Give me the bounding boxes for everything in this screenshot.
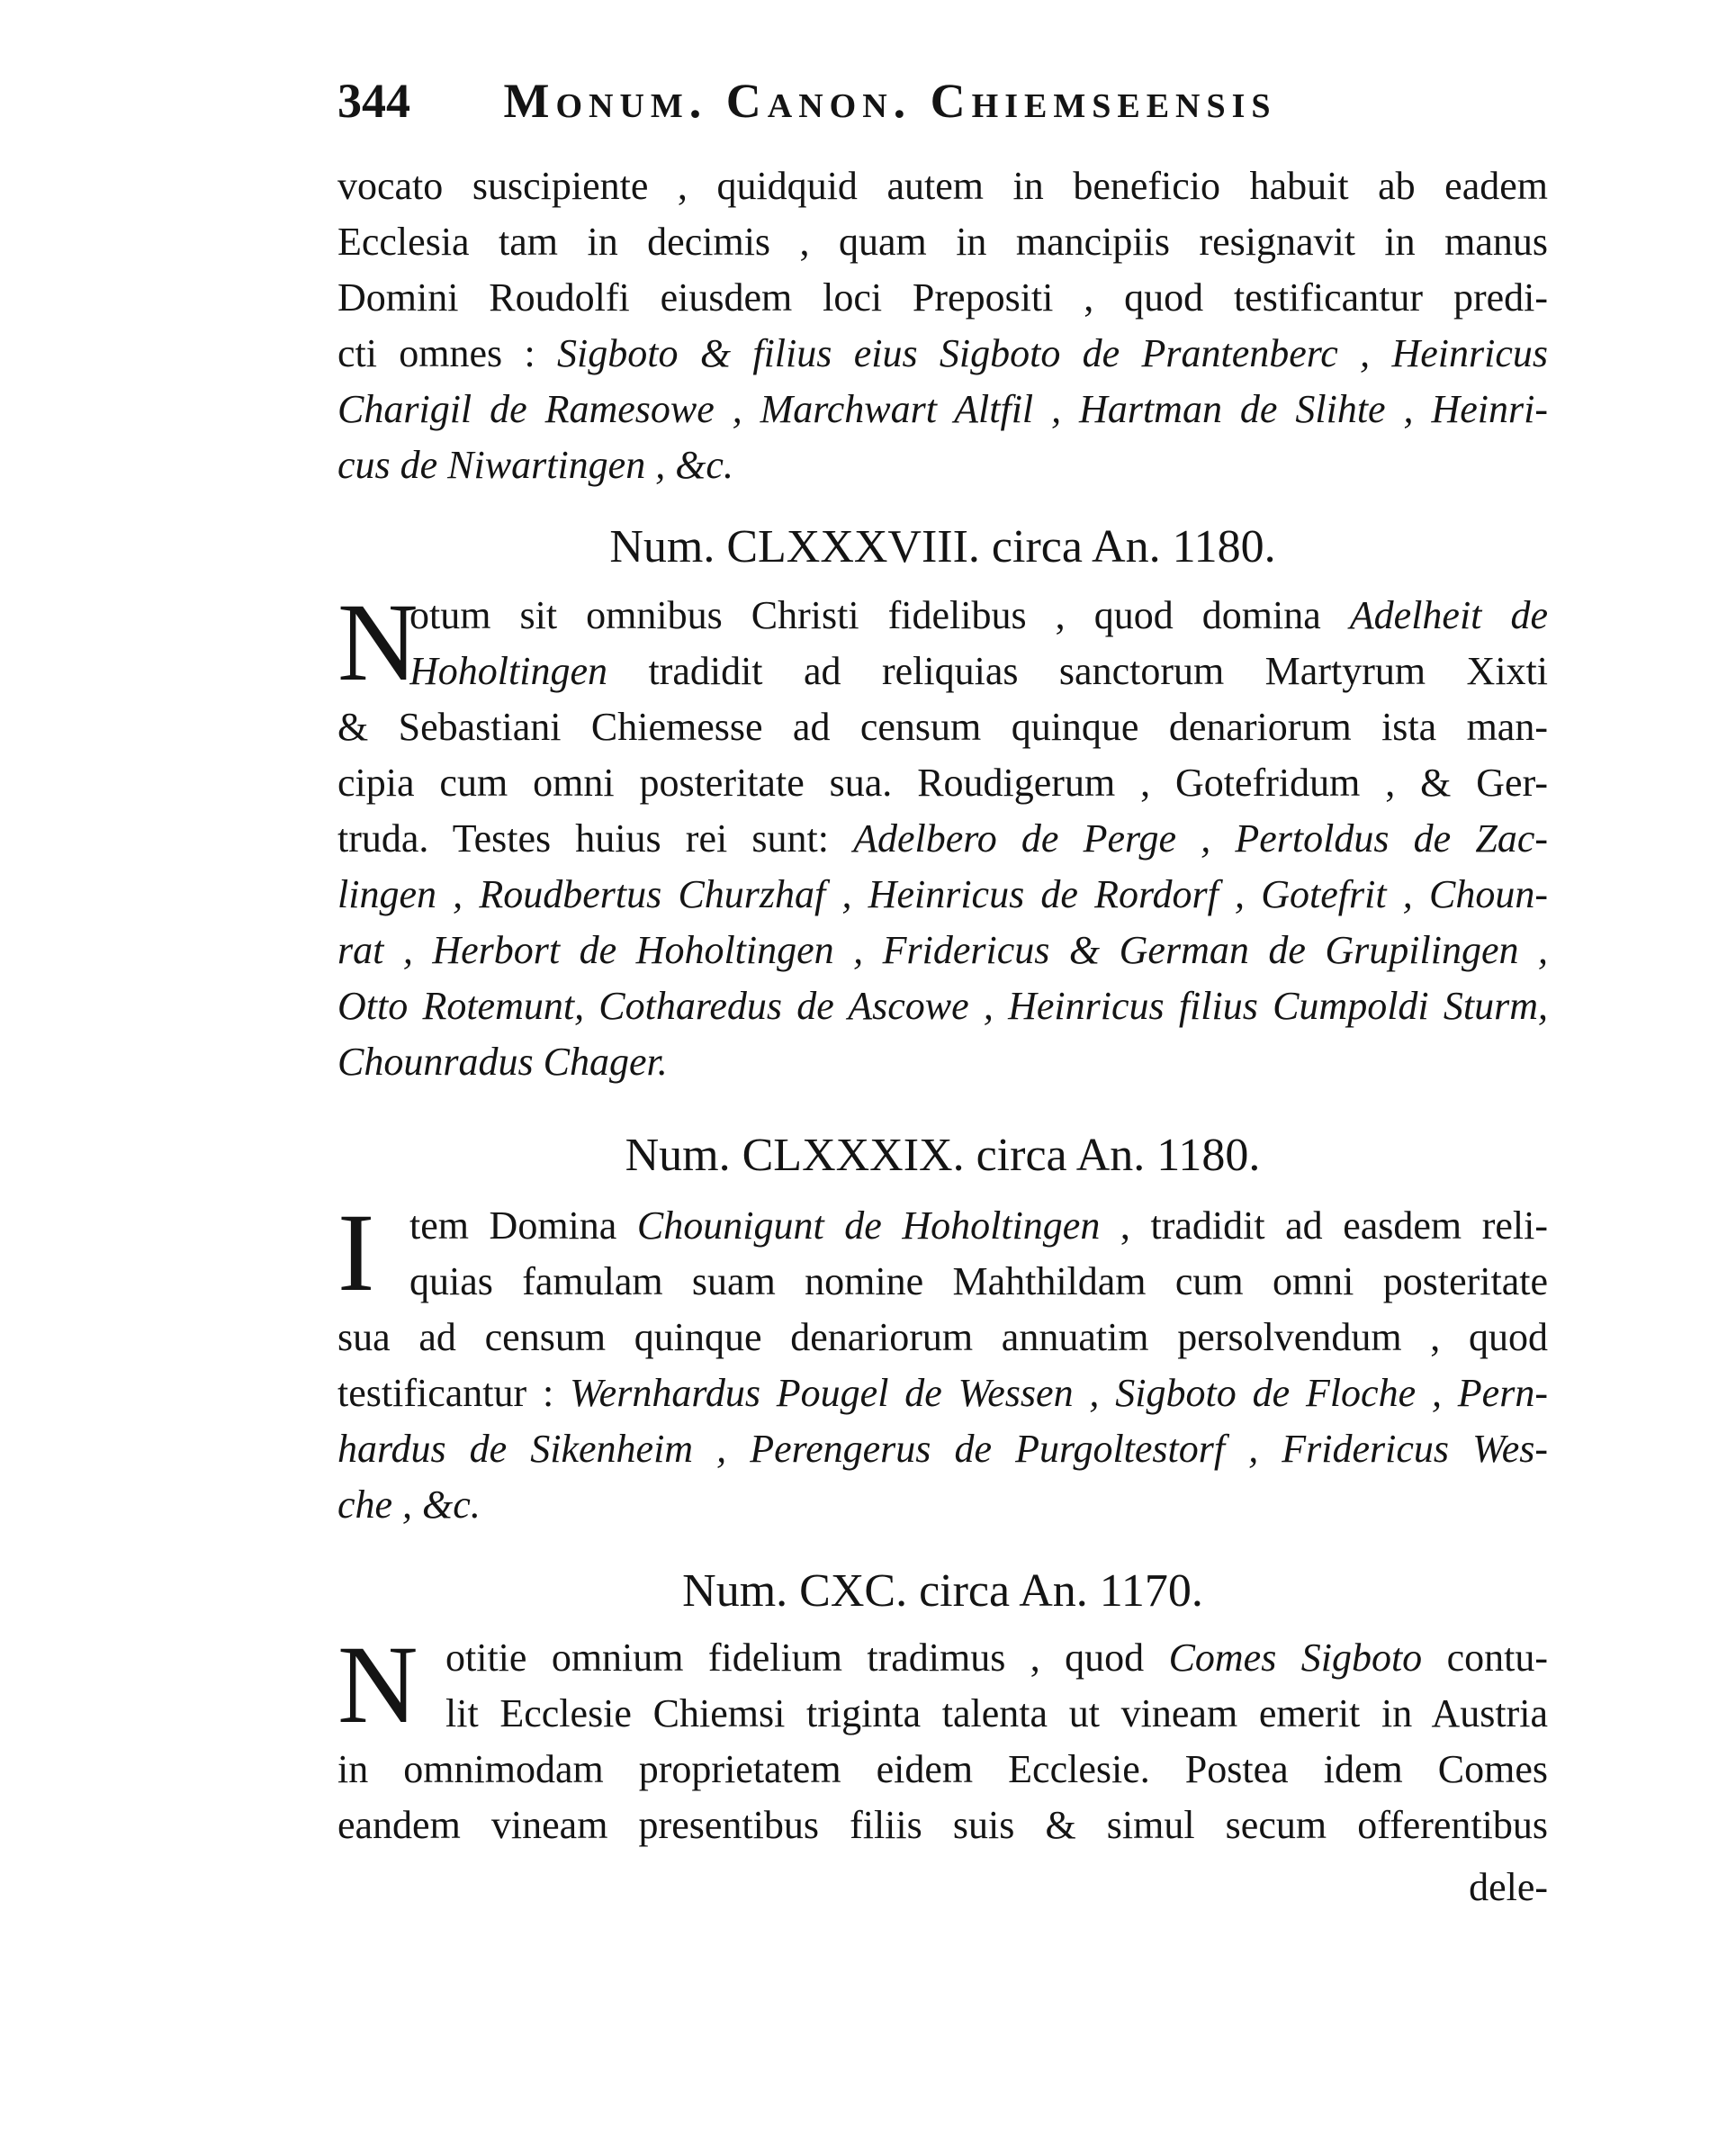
text-line: che , &c. <box>337 1483 481 1527</box>
text-line: lit Ecclesie Chiemsi triginta talenta ut vineam emerit in Austria <box>445 1691 1548 1735</box>
text-line: Charigil de Ramesowe , Marchwart Altfil , Hartman de Slihte , Heinri- <box>337 387 1548 431</box>
text-line: cus de Niwartingen , &c. <box>337 443 733 487</box>
text-line: otitie omnium fidelium tradimus , quod Comes Sigboto contu- <box>445 1636 1548 1680</box>
text-line: Domini Roudolfi eiusdem loci Prepositi , quod testificantur predi- <box>337 275 1548 320</box>
text-line: sua ad censum quinque denariorum annuatim persolvendum , quod <box>337 1315 1548 1359</box>
text-line: quias famulam suam nomine Mahthildam cum omni posteritate <box>409 1259 1548 1303</box>
section-heading: Num. CLXXXVIII. circa An. 1180. <box>609 521 1276 572</box>
text-line: otum sit omnibus Christi fidelibus , quod domina Adelheit de <box>409 593 1548 637</box>
text-line: Chounradus Chager. <box>337 1040 668 1084</box>
text-line: tem Domina Chounigunt de Hoholtingen , tradidit ad easdem reli- <box>409 1203 1548 1248</box>
text-line: in omnimodam proprietatem eidem Ecclesie. Postea idem Comes <box>337 1747 1548 1791</box>
text-line: Otto Rotemunt, Cotharedus de Ascowe , Heinricus filius Cumpoldi Sturm, <box>337 984 1548 1028</box>
text-line: & Sebastiani Chiemesse ad censum quinque denariorum ista man- <box>337 705 1548 749</box>
catchword: dele- <box>1469 1865 1548 1909</box>
text-line: hardus de Sikenheim , Perengerus de Purgoltestorf , Fridericus Wes- <box>337 1427 1548 1471</box>
text-line: testificantur : Wernhardus Pougel de Wessen , Sigboto de Floche , Pern- <box>337 1371 1548 1415</box>
drop-cap-initial: N <box>337 581 418 704</box>
section-heading: Num. CLXXXIX. circa An. 1180. <box>625 1130 1261 1181</box>
drop-cap-initial: I <box>337 1191 375 1314</box>
text-line: truda. Testes huius rei sunt: Adelbero de Perge , Pertoldus de Zac- <box>337 816 1548 861</box>
text-line: Ecclesia tam in decimis , quam in mancipiis resignavit in manus <box>337 220 1548 264</box>
running-title: Monum. Canon. Chiemseensis <box>503 74 1277 128</box>
text-line: eandem vineam presentibus filiis suis & simul secum offerentibus <box>337 1803 1548 1847</box>
drop-cap-initial: N <box>337 1623 418 1746</box>
text-line: vocato suscipiente , quidquid autem in beneficio habuit ab eadem <box>337 164 1548 208</box>
text-line: cti omnes : Sigboto & filius eius Sigboto de Prantenberc , Heinricus <box>337 331 1548 375</box>
text-line: rat , Herbort de Hoholtingen , Fridericus & German de Grupilingen , <box>337 928 1548 972</box>
section-heading: Num. CXC. circa An. 1170. <box>682 1565 1203 1617</box>
text-line: cipia cum omni posteritate sua. Roudigerum , Gotefridum , & Ger- <box>337 761 1548 805</box>
running-head <box>337 65 1548 137</box>
text-line: lingen , Roudbertus Churzhaf , Heinricus de Rordorf , Gotefrit , Choun- <box>337 872 1548 916</box>
text-line: Hoholtingen tradidit ad reliquias sanctorum Martyrum Xixti <box>409 649 1548 693</box>
page-number: 344 <box>337 74 410 128</box>
